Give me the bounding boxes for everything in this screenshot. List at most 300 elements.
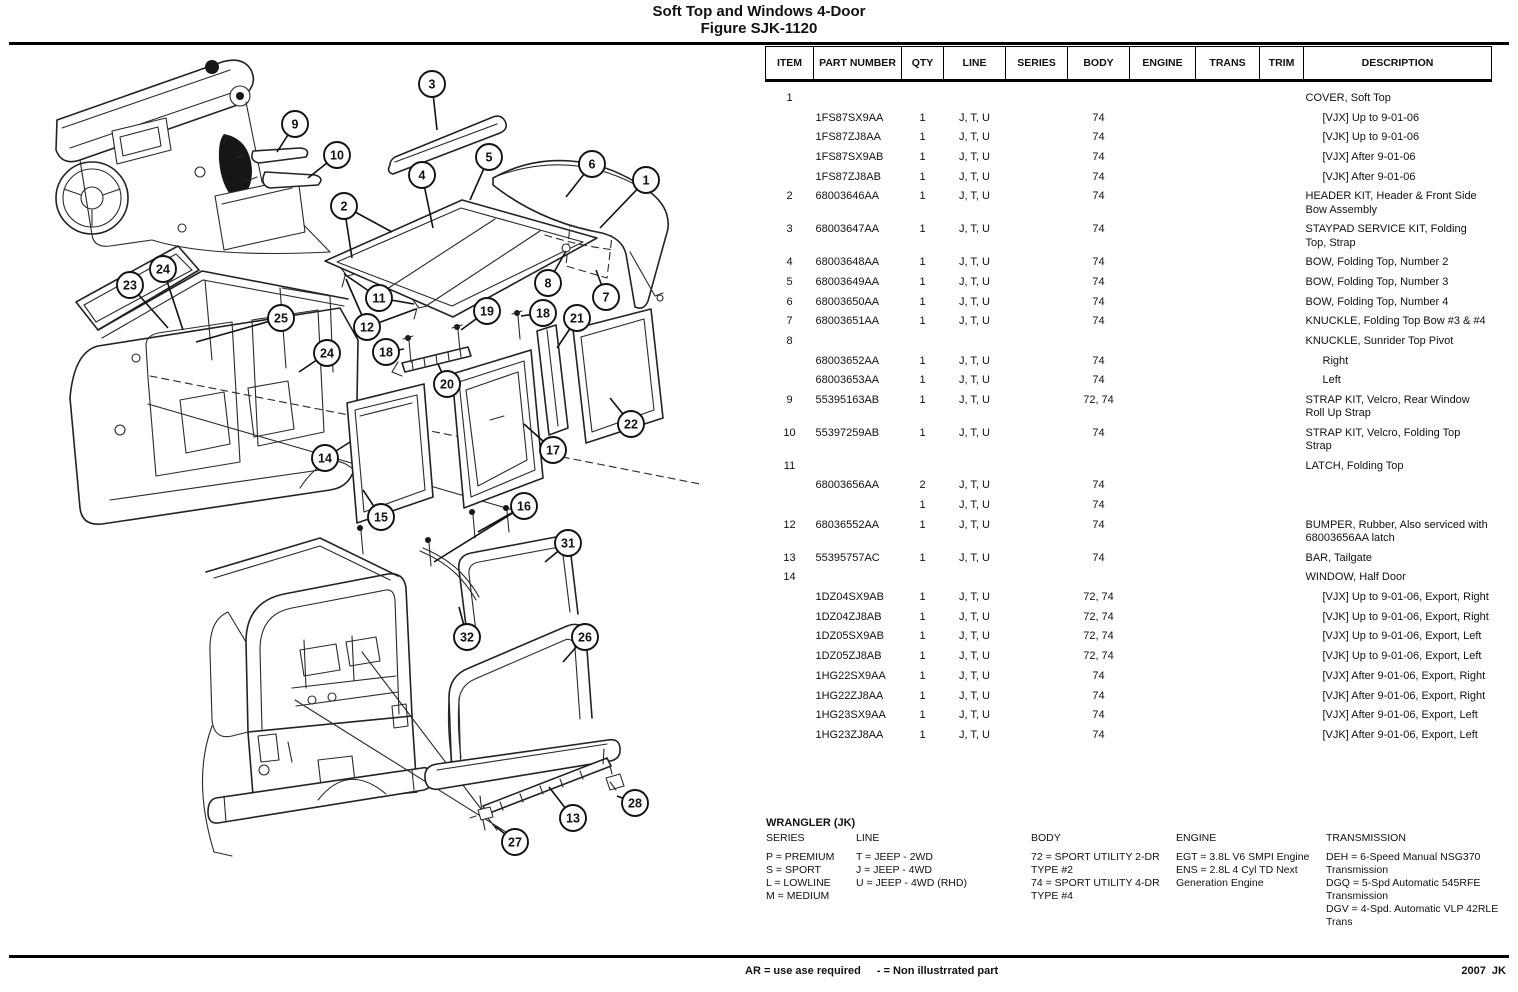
cell-part: 55395163AB [815,394,880,406]
cell-trans [1196,687,1260,707]
cell-part: 1DZ05SX9AB [815,630,884,643]
legend-column-header: LINE [856,832,880,844]
cell-line: J, T, U [959,479,990,492]
cell-part: 55397259AB [815,426,880,439]
table-row [766,273,1492,293]
table-row [766,371,1492,391]
cell-trans [1196,332,1260,352]
cell-body: 74 [1092,170,1105,183]
cell-engine [1130,457,1196,477]
legend-item: J = JEEP - 4WD [856,864,932,876]
cell-trans [1196,391,1260,424]
cell-qty: 1 [919,131,926,144]
svg-text:2: 2 [340,199,348,214]
svg-text:15: 15 [374,510,388,525]
cell-desc: BOW, Folding Top, Number 3 [1305,275,1449,288]
cell-desc: [VJX] After 9-01-06 [1322,151,1416,164]
legend-item: S = SPORT [766,864,821,876]
cell-trim [1260,588,1304,608]
cell-series [1006,588,1068,608]
cell-trans [1196,187,1260,220]
cell-trim [1260,81,1304,109]
cell-desc: Left [1322,374,1341,387]
cell-item: 8 [786,334,793,347]
cell-trans [1196,424,1260,457]
cell-trans [1196,128,1260,148]
cell-item [766,726,814,746]
svg-text:26: 26 [578,630,592,645]
cell-qty: 1 [919,256,926,269]
cell-line [944,568,1006,588]
cell-desc: COVER, Soft Top [1305,92,1391,104]
cell-part: 55395757AC [815,551,880,564]
svg-text:10: 10 [330,148,344,163]
cell-trans [1196,627,1260,647]
cell-item [766,476,814,496]
cell-body: 74 [1092,223,1105,236]
legend-item: P = PREMIUM [766,851,835,863]
cell-item [766,128,814,148]
cell-qty: 1 [919,190,926,203]
cell-line: J, T, U [959,315,990,328]
cell-engine [1130,391,1196,424]
cell-item [766,352,814,372]
cell-line: J, T, U [959,394,990,406]
cell-desc: HEADER KIT, Header & Front Side Bow Assembly [1305,190,1477,216]
cell-engine [1130,332,1196,352]
table-row [766,109,1492,129]
cell-trim [1260,391,1304,424]
footer-year: 2007 JK [1461,965,1506,977]
cell-qty: 1 [919,650,926,663]
callout-16 [434,493,537,562]
svg-text:18: 18 [536,306,550,321]
cell-item [766,667,814,687]
cell-series [1006,687,1068,707]
code-legend [766,817,1514,929]
callout-14 [312,442,350,471]
cell-item [766,687,814,707]
cell-qty: 1 [919,728,926,741]
cell-line [944,457,1006,477]
col-header-line: LINE [944,47,1006,81]
cell-trans [1196,516,1260,549]
cell-trim [1260,476,1304,496]
table-row [766,128,1492,148]
legend-column-header: BODY [1031,832,1061,844]
page-title-line1: Soft Top and Windows 4-Door [652,3,866,20]
table-row [766,220,1492,253]
cell-series [1006,352,1068,372]
cell-series [1006,726,1068,746]
cell-body: 74 [1092,499,1105,512]
table-row [766,424,1492,457]
cell-part: 1FS87ZJ8AB [815,170,881,183]
legend-item: L = LOWLINE [766,877,831,889]
cell-series [1006,312,1068,332]
cell-line [944,81,1006,109]
legend-item: 74 = SPORT UTILITY 4-DR TYPE #4 [1031,877,1160,902]
legend-column-transmission [1326,832,1514,929]
cell-engine [1130,109,1196,129]
callout-18 [521,300,556,326]
cell-body: 74 [1092,275,1105,288]
cell-trans [1196,168,1260,188]
table-row [766,608,1492,628]
cell-body: 74 [1092,551,1105,564]
cell-desc: BUMPER, Rubber, Also serviced with 68003656AA latch [1305,518,1488,544]
svg-text:13: 13 [566,811,580,826]
callout-28 [617,790,648,816]
cell-series [1006,476,1068,496]
svg-text:19: 19 [480,304,494,319]
cell-qty: 1 [919,518,926,531]
svg-text:27: 27 [508,835,522,850]
cell-trim [1260,352,1304,372]
callout-20 [434,364,460,397]
cell-line: J, T, U [959,669,990,682]
svg-text:3: 3 [428,77,436,92]
cell-item [766,706,814,726]
half-door-window [347,384,433,566]
table-row [766,312,1492,332]
cell-body: 72, 74 [1083,591,1114,604]
cell-series [1006,253,1068,273]
cell-series [1006,424,1068,457]
callout-24 [299,340,340,372]
cell-line: J, T, U [959,295,990,308]
legend-item: DGQ = 5-Spd Automatic 545RFE Transmission [1326,877,1481,902]
cell-part: 68003649AA [815,275,880,288]
cell-qty: 1 [919,394,926,406]
cell-qty: 1 [919,610,926,623]
cell-desc: LATCH, Folding Top [1305,459,1404,472]
cell-desc: KNUCKLE, Sunrider Top Pivot [1305,334,1454,347]
cell-series [1006,647,1068,667]
cell-body: 74 [1092,426,1105,439]
callout-3 [419,71,445,130]
cell-line: J, T, U [959,275,990,288]
svg-text:5: 5 [485,150,493,165]
cell-series [1006,371,1068,391]
cell-engine [1130,148,1196,168]
cell-engine [1130,293,1196,313]
cell-desc [1304,496,1492,516]
cell-line: J, T, U [959,728,990,741]
col-header-engine: ENGINE [1130,47,1196,81]
cell-desc: [VJK] Up to 9-01-06 [1322,131,1420,144]
cell-body: 74 [1092,131,1105,144]
callout-13 [549,787,586,831]
svg-text:11: 11 [372,291,386,306]
svg-text:24: 24 [320,346,334,361]
cell-series [1006,457,1068,477]
cell-desc: KNUCKLE, Folding Top Bow #3 & #4 [1305,315,1486,328]
cell-part: 1FS87SX9AA [815,111,884,124]
cell-engine [1130,687,1196,707]
legend-item: M = MEDIUM [766,890,830,902]
cell-body: 74 [1092,315,1105,328]
table-row [766,352,1492,372]
cell-series [1006,220,1068,253]
cell-part: 1DZ04SX9AB [815,591,884,604]
legend-columns [766,832,1514,929]
cell-engine [1130,187,1196,220]
cell-line: J, T, U [959,131,990,144]
cell-trans [1196,312,1260,332]
cell-desc: BOW, Folding Top, Number 4 [1305,295,1449,308]
cell-item: 3 [786,223,793,236]
cell-series [1006,667,1068,687]
cell-trim [1260,457,1304,477]
cell-body: 74 [1092,111,1105,124]
cell-qty: 2 [919,479,926,492]
table-row [766,588,1492,608]
col-header-trans: TRANS [1196,47,1260,81]
cell-body: 74 [1092,669,1105,682]
table-row [766,726,1492,746]
svg-text:1: 1 [642,173,650,188]
cell-trans [1196,496,1260,516]
cell-line [944,332,1006,352]
cell-desc: Right [1322,354,1349,367]
cell-trim [1260,168,1304,188]
table-row [766,187,1492,220]
table-row [766,293,1492,313]
cell-body [1068,457,1130,477]
cell-line: J, T, U [959,170,990,183]
cell-qty [902,457,944,477]
legend-column-series [766,832,856,903]
col-header-qty: QTY [902,47,944,81]
cell-desc: [VJX] After 9-01-06, Export, Right [1322,669,1486,682]
table-row [766,549,1492,569]
col-header-body: BODY [1068,47,1130,81]
cell-line: J, T, U [959,374,990,387]
cell-part: 68003647AA [815,223,880,236]
cell-trim [1260,549,1304,569]
callout-18 [373,339,404,365]
legend-column-engine [1176,832,1326,890]
callout-26 [563,624,598,662]
cell-qty: 1 [919,315,926,328]
legend-item: U = JEEP - 4WD (RHD) [856,877,967,889]
cell-qty: 1 [919,551,926,564]
cell-series [1006,568,1068,588]
cell-qty: 1 [919,499,926,512]
cell-line: J, T, U [959,709,990,722]
cell-part [814,457,902,477]
cell-engine [1130,608,1196,628]
cell-part: 68003650AA [815,295,880,308]
cell-desc: [VJK] Up to 9-01-06, Export, Right [1322,610,1489,623]
cell-trans [1196,608,1260,628]
cell-trim [1260,293,1304,313]
cell-part: 68003648AA [815,256,880,269]
table-row [766,706,1492,726]
cell-item [766,148,814,168]
svg-text:24: 24 [156,262,170,277]
legend-item: T = JEEP - 2WD [856,851,933,863]
cell-trans [1196,476,1260,496]
cell-trans [1196,109,1260,129]
col-header-series: SERIES [1006,47,1068,81]
cell-engine [1130,273,1196,293]
cell-part: 1HG23SX9AA [815,709,886,722]
legend-column-line [856,832,1031,890]
svg-text:4: 4 [418,168,426,183]
table-row [766,627,1492,647]
cell-trans [1196,81,1260,109]
cell-part: 68003656AA [815,479,880,492]
cell-part: 68003646AA [815,190,880,203]
callout-10 [308,142,350,178]
cell-trim [1260,627,1304,647]
cell-item [766,608,814,628]
cell-item [766,168,814,188]
cell-line: J, T, U [959,591,990,604]
cell-item [766,371,814,391]
cell-part: 68036552AA [815,518,880,531]
cell-engine [1130,588,1196,608]
cell-engine [1130,726,1196,746]
footer-dash-note: - = Non illustrrated part [876,965,999,977]
callout-5 [470,144,502,200]
cell-item [766,588,814,608]
svg-text:31: 31 [561,536,575,551]
cell-qty [902,81,944,109]
svg-text:28: 28 [628,796,642,811]
cell-series [1006,187,1068,220]
cell-qty: 1 [919,709,926,722]
cell-qty: 1 [919,426,926,439]
cell-qty: 1 [919,111,926,124]
cell-item: 14 [783,571,796,584]
cell-series [1006,81,1068,109]
cell-trim [1260,687,1304,707]
cell-series [1006,168,1068,188]
cell-item: 2 [786,190,793,203]
cell-item [766,109,814,129]
table-row [766,496,1492,516]
cell-line: J, T, U [959,190,990,203]
cell-trim [1260,608,1304,628]
cell-part [814,81,902,109]
cell-trans [1196,667,1260,687]
cell-trans [1196,253,1260,273]
cell-trim [1260,253,1304,273]
table-row [766,457,1492,477]
cell-trim [1260,273,1304,293]
cell-line: J, T, U [959,499,990,512]
cell-trim [1260,667,1304,687]
cell-series [1006,332,1068,352]
cell-trans [1196,706,1260,726]
cell-body [1068,568,1130,588]
cell-desc: [VJX] Up to 9-01-06, Export, Right [1322,591,1489,604]
cell-engine [1130,128,1196,148]
cell-qty: 1 [919,170,926,183]
cell-trans [1196,148,1260,168]
cell-series [1006,128,1068,148]
cell-series [1006,608,1068,628]
svg-text:17: 17 [546,443,560,458]
cell-series [1006,273,1068,293]
cell-trans [1196,647,1260,667]
cell-part: 1DZ04ZJ8AB [815,610,882,623]
cell-line: J, T, U [959,354,990,367]
legend-item: DGV = 4-Spd. Automatic VLP 42RLE Trans [1326,903,1499,928]
cell-part: 1FS87SX9AB [815,151,884,164]
cell-desc: STRAP KIT, Velcro, Folding Top Strap [1305,426,1461,453]
col-header-description: DESCRIPTION [1304,47,1492,81]
cell-item: 5 [786,275,793,288]
cell-trim [1260,312,1304,332]
cell-part: 68003651AA [815,315,880,328]
cell-engine [1130,627,1196,647]
cell-body: 72, 74 [1083,650,1114,663]
cell-part: 1DZ05ZJ8AB [815,650,882,663]
cell-desc: [VJX] After 9-01-06, Export, Left [1322,709,1478,722]
svg-text:20: 20 [440,377,454,392]
cell-trim [1260,516,1304,549]
cell-engine [1130,81,1196,109]
cell-engine [1130,168,1196,188]
cell-body: 72, 74 [1083,610,1114,623]
cell-series [1006,109,1068,129]
legend-column-header: ENGINE [1176,832,1217,844]
cell-trans [1196,568,1260,588]
cell-series [1006,706,1068,726]
weatherstrip [420,548,479,600]
cell-engine [1130,371,1196,391]
cell-trans [1196,293,1260,313]
exploded-parts-diagram [0,0,760,955]
callout-32 [454,607,480,650]
svg-text:23: 23 [123,278,137,293]
table-row [766,168,1492,188]
cell-engine [1130,516,1196,549]
callout-7 [593,270,619,310]
legend-column-header: TRANSMISSION [1326,832,1406,844]
col-header-item: ITEM [766,47,814,81]
legend-title: WRANGLER (JK) [766,817,856,829]
cell-item: 7 [786,315,793,328]
cell-part: 68003653AA [815,374,880,387]
cell-series [1006,148,1068,168]
callout-9 [277,111,308,152]
cell-item: 6 [786,295,793,308]
cell-body: 74 [1092,518,1105,531]
bottom-rule [9,955,1509,958]
cell-part: 68003652AA [815,354,880,367]
cell-desc [1304,476,1492,496]
cell-line: J, T, U [959,551,990,564]
cell-qty: 1 [919,354,926,367]
cell-line: J, T, U [959,151,990,164]
cell-desc: WINDOW, Half Door [1305,571,1406,584]
cell-line: J, T, U [959,689,990,702]
table-row [766,647,1492,667]
cell-item [766,496,814,516]
cell-qty: 1 [919,591,926,604]
cell-engine [1130,667,1196,687]
cell-trim [1260,568,1304,588]
col-header-trim: TRIM [1260,47,1304,81]
cell-line: J, T, U [959,650,990,663]
svg-text:25: 25 [274,311,288,326]
cell-trans [1196,457,1260,477]
